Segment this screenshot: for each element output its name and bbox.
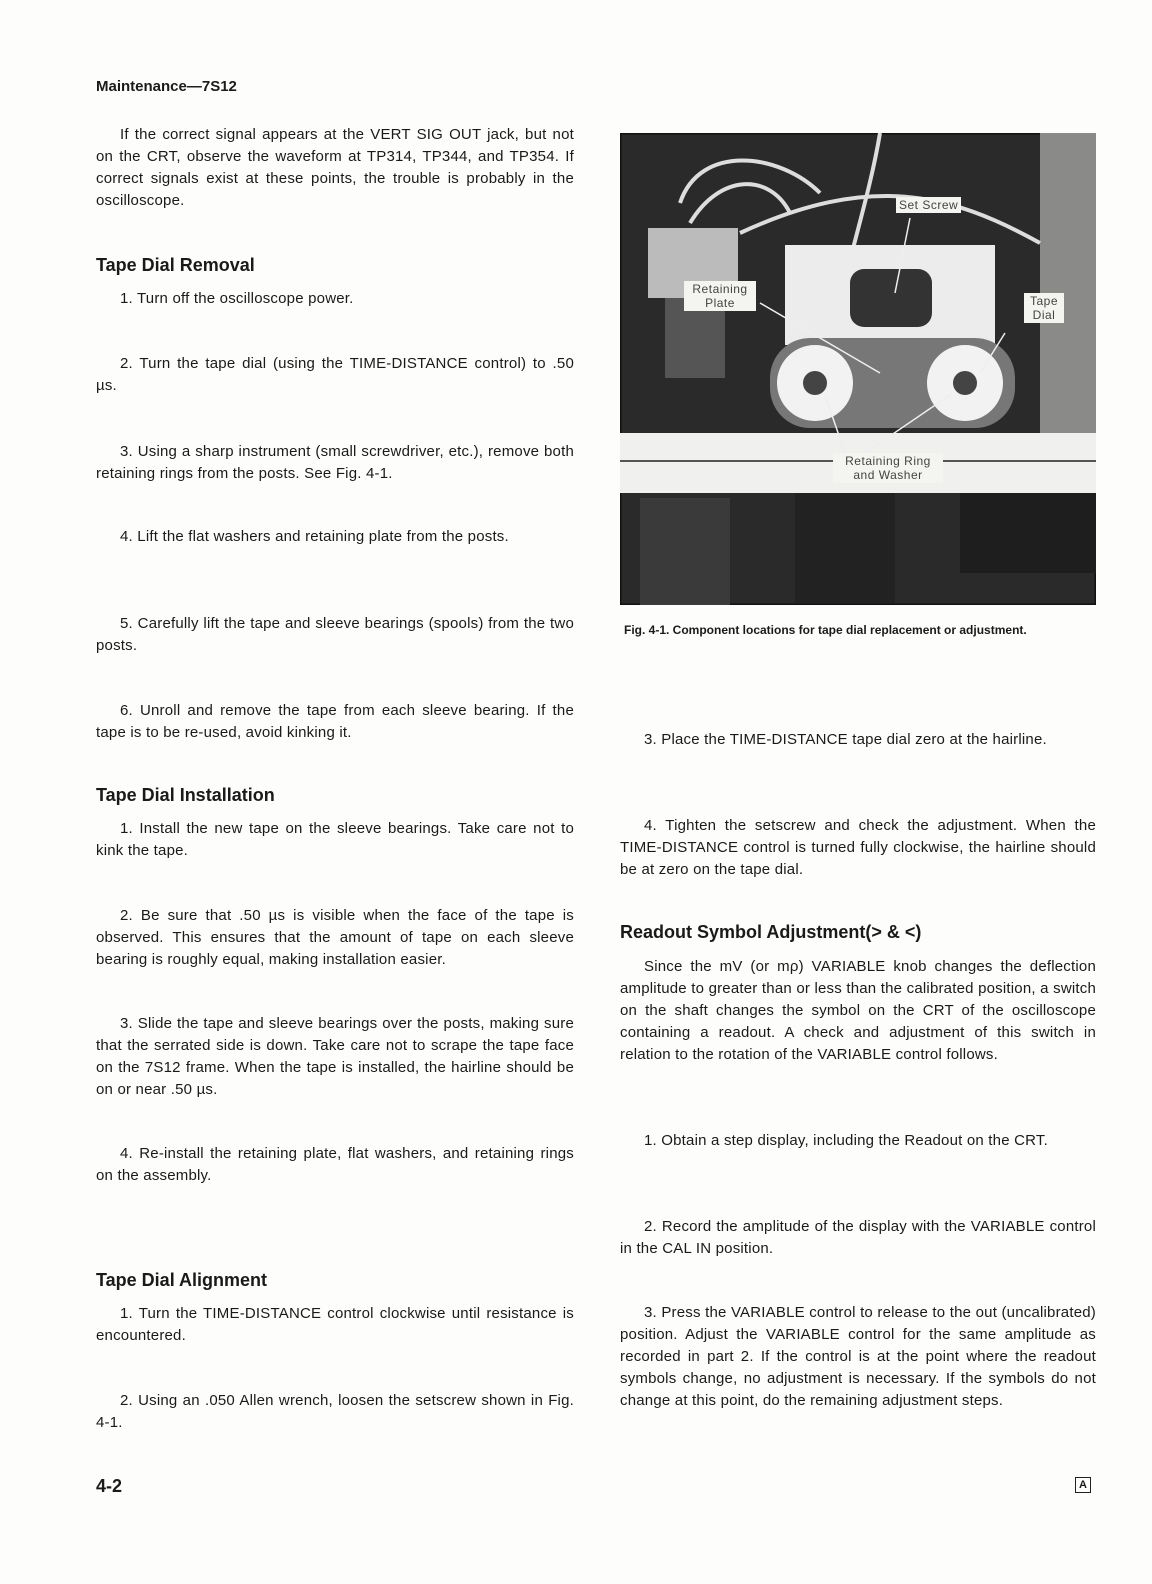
step-text: 3. Press the VARIABLE control to release to the out (uncalibrated) position. Adjust the VARIABLE control for the same amplitude as recorded in part 2. If the control is at the point where the readout symbols change, no adjustment is necessary. If the symbols do not change at this point, do the remaining adjustment steps. [620,1304,1096,1409]
label-set-screw: Set Screw [896,197,961,213]
step-text: 6. Unroll and remove the tape from each sleeve bearing. If the tape is to be re-used, avoid kinking it. [96,702,574,741]
step-text: 3. Place the TIME-DISTANCE tape dial zero at the hairline. [644,731,1047,748]
step-text: 4. Lift the flat washers and retaining plate from the posts. [120,528,509,545]
removal-step [96,700,574,744]
readout-intro [620,956,1096,1066]
alignment-step [620,729,1096,751]
paragraph-text: If the correct signal appears at the VERT SIG OUT jack, but not on the CRT, observe the waveform at TP314, TP344, and TP354. If correct signals exist at these points, the trouble is probably in the oscilloscope. [96,126,574,209]
alignment-step [96,1390,574,1434]
step-text: 1. Turn the TIME-DISTANCE control clockwise until resistance is encountered. [96,1305,574,1344]
paragraph-text: Since the mV (or mρ) VARIABLE knob changes the deflection amplitude to greater than or less than the calibrated position, a switch on the shaft changes the symbol on the CRT of the oscilloscope containing a readout. A check and adjustment of this switch in relation to the rotation of the VARIABLE control follows. [620,958,1096,1063]
section-heading-readout: Readout Symbol Adjustment(> & <) [620,922,922,942]
step-text: 1. Install the new tape on the sleeve bearings. Take care not to kink the tape. [96,820,574,859]
label-tape-dial: Tape Dial [1024,293,1064,323]
installation-step [96,1013,574,1101]
section-heading-removal: Tape Dial Removal [96,255,255,275]
label-retaining-plate: Retaining Plate [684,281,756,311]
step-text: 4. Re-install the retaining plate, flat washers, and retaining rings on the assembly. [96,1145,574,1184]
installation-step [96,1143,574,1187]
step-text: 4. Tighten the setscrew and check the adjustment. When the TIME-DISTANCE control is turned fully clockwise, the hairline should be at zero on the tape dial. [620,817,1096,878]
readout-step [620,1302,1096,1412]
step-text: 2. Turn the tape dial (using the TIME-DISTANCE control) to .50 µs. [96,355,574,394]
component-photo-illustration [620,133,1096,605]
label-retaining-ring: Retaining Ring and Washer [833,453,943,483]
figure-4-1-photo [620,133,1096,605]
section-heading-installation: Tape Dial Installation [96,785,275,805]
step-text: 5. Carefully lift the tape and sleeve bearings (spools) from the two posts. [96,615,574,654]
intro-paragraph [96,124,574,212]
removal-step [96,526,574,548]
removal-step [96,613,574,657]
section-heading-alignment: Tape Dial Alignment [96,1270,268,1290]
step-text: 1. Turn off the oscilloscope power. [120,290,354,307]
step-text: 3. Using a sharp instrument (small screwdriver, etc.), remove both retaining rings from the posts. See Fig. 4-1. [96,443,574,482]
figure-caption: Fig. 4-1. Component locations for tape dial replacement or adjustment. [624,623,1027,637]
removal-step [96,353,574,397]
step-text: 3. Slide the tape and sleeve bearings over the posts, making sure that the serrated side is down. Take care not to scrape the tape face on the 7S12 frame. When the tape is installed, the hairline should be on or near .50 µs. [96,1015,574,1098]
running-header: Maintenance—7S12 [96,78,237,95]
step-text: 1. Obtain a step display, including the Readout on the CRT. [644,1132,1048,1149]
removal-step [96,288,574,310]
readout-step [620,1216,1096,1260]
installation-step [96,818,574,862]
alignment-step [96,1303,574,1347]
readout-step [620,1130,1096,1152]
installation-step [96,905,574,971]
removal-step [96,441,574,485]
alignment-step [620,815,1096,881]
revision-mark: A [1075,1477,1091,1493]
step-text: 2. Be sure that .50 µs is visible when the face of the tape is observed. This ensures that the amount of tape on each sleeve bearing is roughly equal, making installation easier. [96,907,574,968]
step-text: 2. Using an .050 Allen wrench, loosen the setscrew shown in Fig. 4-1. [96,1392,574,1431]
page-number: 4-2 [96,1476,123,1496]
step-text: 2. Record the amplitude of the display with the VARIABLE control in the CAL IN position. [620,1218,1096,1257]
